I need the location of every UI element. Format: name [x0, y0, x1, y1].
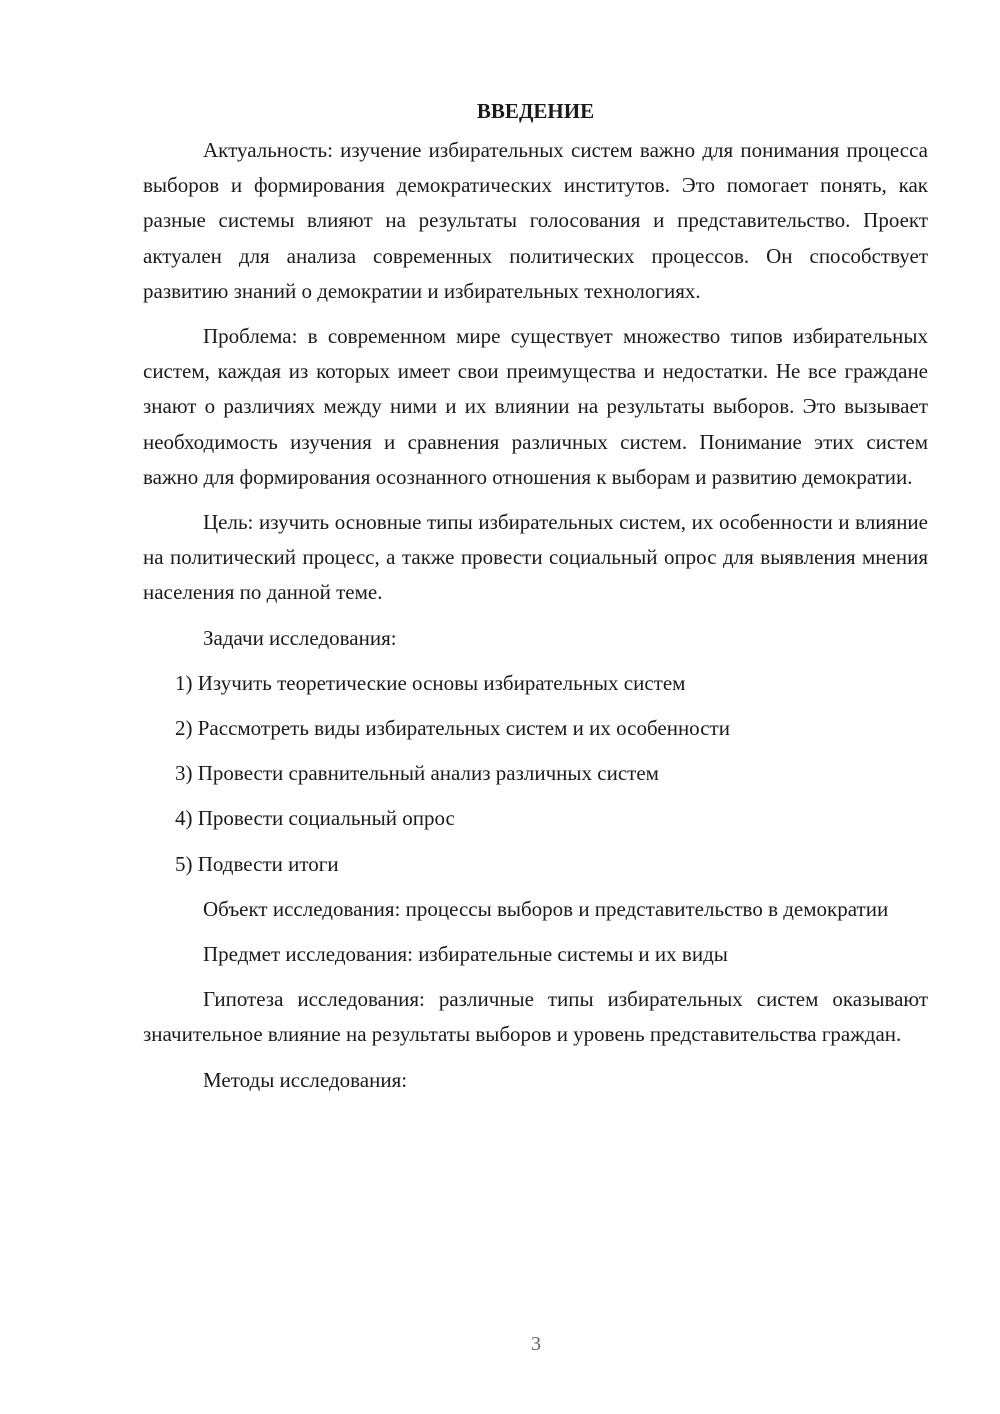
page-content	[143, 95, 928, 1108]
paragraph-subject: Предмет исследования: избирательные системы и их виды	[203, 942, 728, 967]
task-item: 3) Провести сравнительный анализ различных систем	[175, 761, 659, 786]
page-number: 3	[531, 1333, 541, 1355]
task-item: 4) Провести социальный опрос	[175, 806, 455, 831]
task-item: 5) Подвести итоги	[175, 851, 339, 876]
paragraph-relevance: Актуальность: изучение избирательных систем важно для понимания процесса выборов и формирования демократических институтов. Это помогает понять, как разные системы влияют на результаты голосования и представительство. Проект актуален для анализа современных политических процессов. Он способствует развитию знаний о демократии и избирательных технологиях.	[143, 138, 928, 303]
task-item: 2) Рассмотреть виды избирательных систем и их особенности	[175, 716, 730, 741]
page-title: ВВЕДЕНИЕ	[476, 99, 595, 123]
tasks-heading: Задачи исследования:	[203, 625, 397, 650]
paragraph-hypothesis: Гипотеза исследования: различные типы избирательных систем оказывают значительное влияние на результаты выборов и уровень представительства граждан.	[143, 987, 928, 1047]
task-item: 1) Изучить теоретические основы избирательных систем	[175, 670, 686, 695]
methods-heading: Методы исследования:	[203, 1067, 408, 1092]
paragraph-goal: Цель: изучить основные типы избирательных систем, их особенности и влияние на политический процесс, а также провести социальный опрос для выявления мнения населения по данной теме.	[143, 510, 928, 605]
tasks-list	[143, 666, 928, 882]
paragraph-problem: Проблема: в современном мире существует множество типов избирательных систем, каждая из которых имеет свои преимущества и недостатки. Не все граждане знают о различиях между ними и их влиянии на результаты выборов. Это вызывает необходимость изучения и сравнения различных систем. Понимание этих систем важно для формирования осознанного отношения к выборам и развитию демократии.	[143, 324, 928, 489]
paragraph-object: Объект исследования: процессы выборов и представительство в демократии	[203, 896, 889, 921]
